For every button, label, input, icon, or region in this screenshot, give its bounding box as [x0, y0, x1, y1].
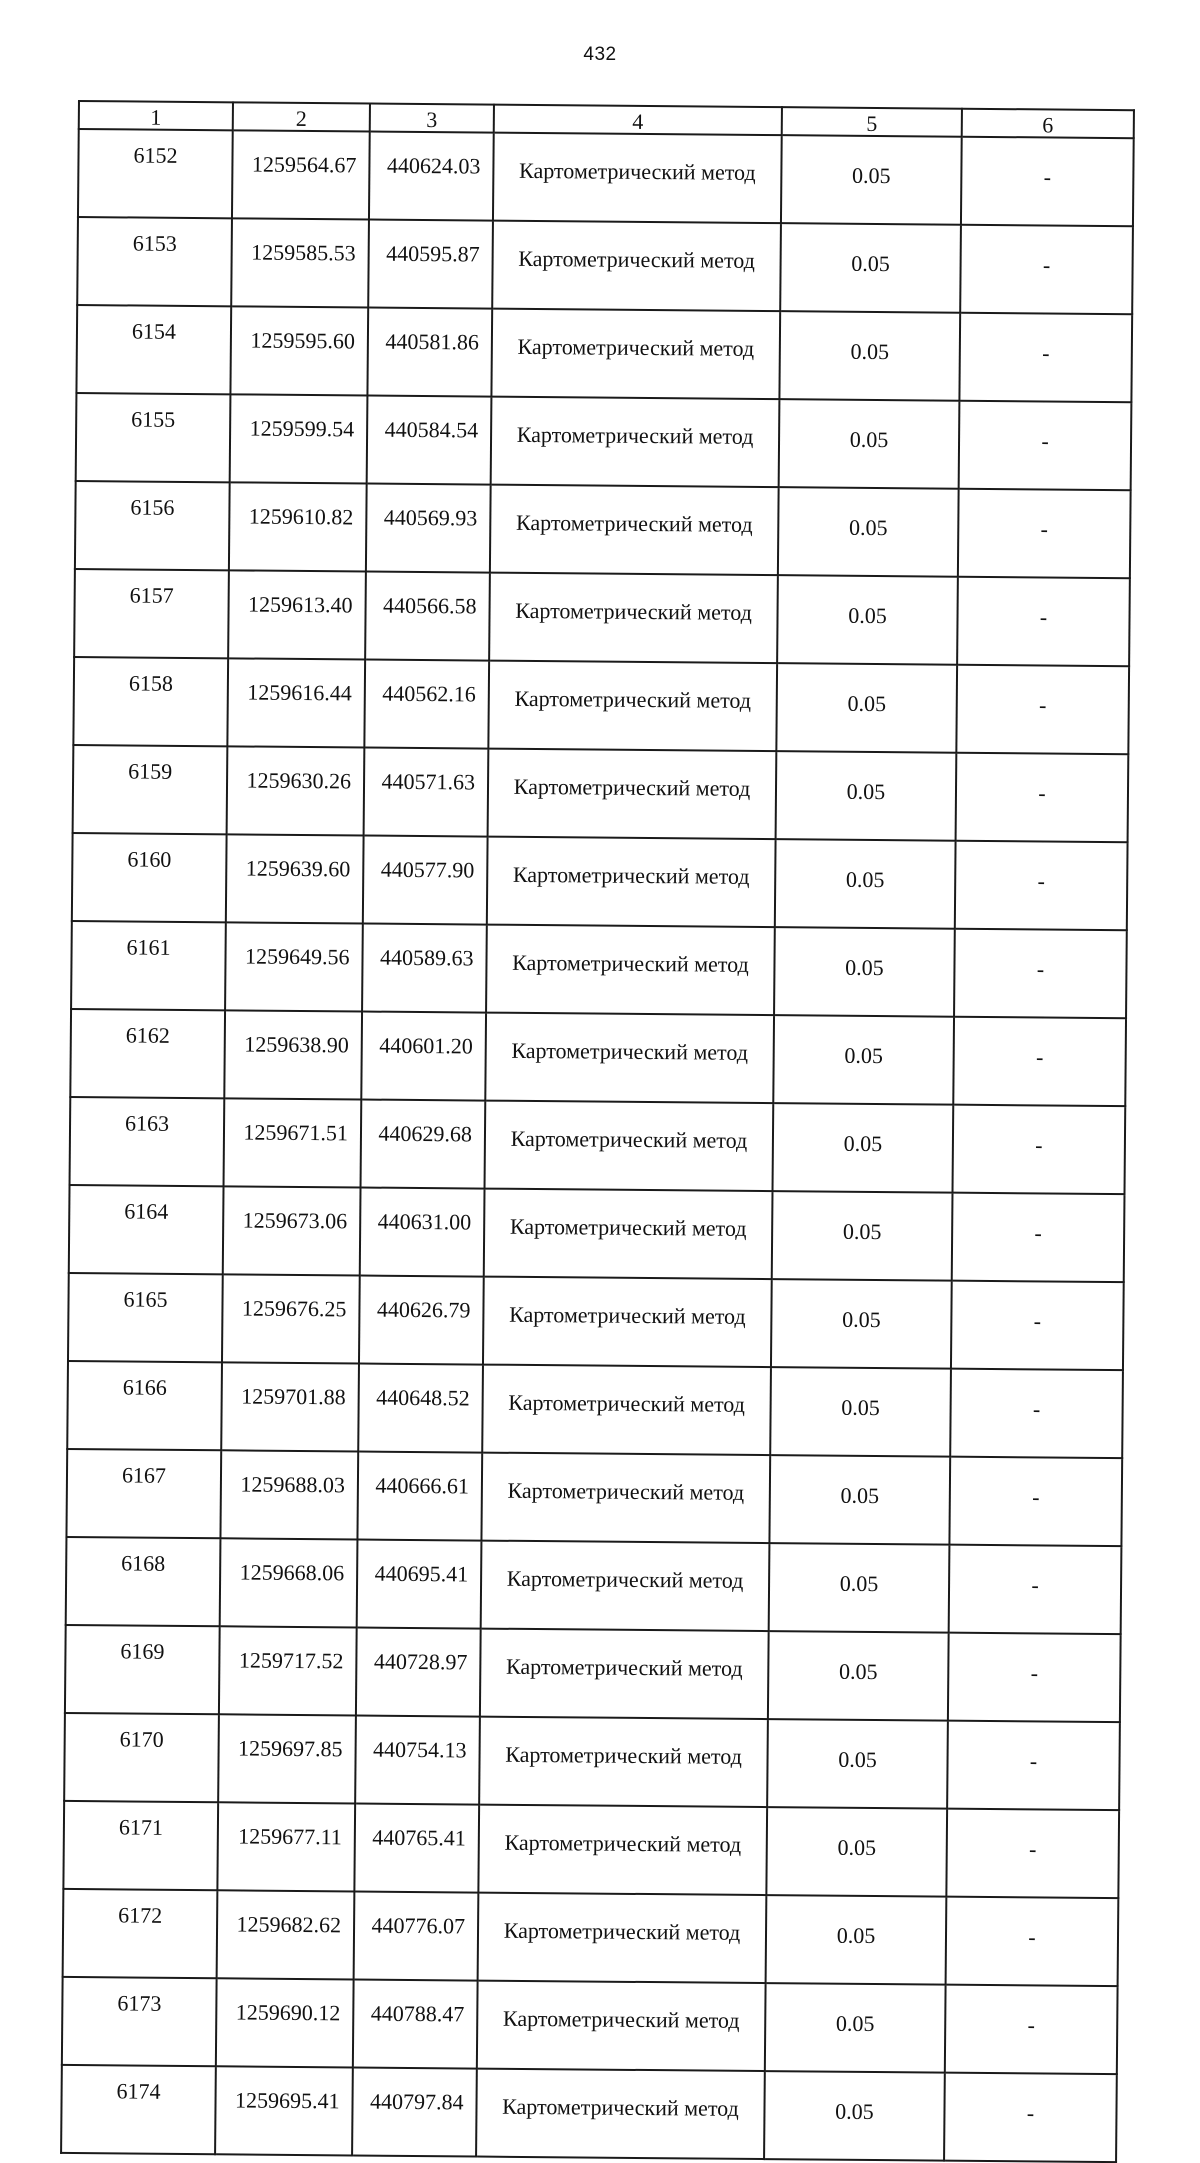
point-number-cell: 6174 — [61, 2065, 216, 2154]
table-row — [70, 1009, 1126, 1106]
x-coordinate-cell: 1259668.06 — [220, 1538, 358, 1627]
note-cell: - — [960, 225, 1133, 314]
y-coordinate-cell: 440626.79 — [359, 1276, 484, 1365]
note-cell: - — [944, 2073, 1117, 2162]
error-cell: 0.05 — [768, 1631, 949, 1721]
y-coordinate-cell: 440666.61 — [357, 1451, 482, 1540]
error-cell: 0.05 — [769, 1455, 950, 1545]
method-cell: Картометрический метод — [485, 1101, 774, 1192]
x-coordinate-cell: 1259610.82 — [229, 482, 367, 571]
point-number-cell: 6158 — [73, 657, 228, 746]
note-cell: - — [956, 665, 1129, 754]
x-coordinate-cell: 1259564.67 — [232, 130, 370, 219]
y-coordinate-cell: 440566.58 — [365, 572, 490, 661]
x-coordinate-cell: 1259649.56 — [225, 922, 363, 1011]
note-cell: - — [953, 1017, 1126, 1106]
x-coordinate-cell: 1259682.62 — [217, 1890, 355, 1979]
point-number-cell: 6161 — [71, 921, 226, 1010]
y-coordinate-cell: 440695.41 — [357, 1539, 482, 1628]
x-coordinate-cell: 1259638.90 — [224, 1010, 362, 1099]
point-number-cell: 6166 — [67, 1361, 222, 1450]
point-number-cell: 6172 — [63, 1889, 218, 1978]
error-cell: 0.05 — [780, 223, 961, 313]
method-cell: Картометрический метод — [491, 309, 780, 400]
point-number-cell: 6157 — [74, 569, 229, 658]
method-cell: Картометрический метод — [476, 2069, 765, 2160]
error-cell: 0.05 — [764, 2071, 945, 2161]
error-cell: 0.05 — [778, 487, 959, 577]
note-cell: - — [946, 1897, 1119, 1986]
note-cell: - — [955, 841, 1128, 930]
method-cell: Картометрический метод — [492, 221, 781, 312]
note-cell: - — [958, 489, 1131, 578]
error-cell: 0.05 — [776, 751, 957, 841]
error-cell: 0.05 — [770, 1367, 951, 1457]
point-number-cell: 6155 — [76, 393, 231, 482]
x-coordinate-cell: 1259671.51 — [224, 1098, 362, 1187]
y-coordinate-cell: 440776.07 — [354, 1891, 479, 1980]
table-row — [66, 1537, 1122, 1634]
column-header-2: 2 — [233, 102, 370, 131]
table-row — [63, 1801, 1119, 1898]
point-number-cell: 6165 — [68, 1273, 223, 1362]
note-cell: - — [954, 929, 1127, 1018]
table-row — [68, 1273, 1124, 1370]
method-cell: Картометрический метод — [478, 1805, 767, 1896]
point-number-cell: 6159 — [73, 745, 228, 834]
error-cell: 0.05 — [776, 663, 957, 753]
y-coordinate-cell: 440577.90 — [363, 836, 488, 925]
y-coordinate-cell: 440797.84 — [352, 2067, 477, 2156]
point-number-cell: 6173 — [62, 1977, 217, 2066]
note-cell: - — [956, 753, 1129, 842]
x-coordinate-cell: 1259688.03 — [220, 1450, 358, 1539]
method-cell: Картометрический метод — [487, 837, 776, 928]
x-coordinate-cell: 1259676.25 — [222, 1274, 360, 1363]
method-cell: Картометрический метод — [484, 1189, 773, 1280]
point-number-cell: 6167 — [66, 1449, 221, 1538]
table-row — [76, 393, 1132, 490]
point-number-cell: 6152 — [78, 129, 233, 218]
column-header-6: 6 — [962, 109, 1134, 138]
y-coordinate-cell: 440728.97 — [356, 1627, 481, 1716]
y-coordinate-cell: 440624.03 — [369, 132, 494, 221]
table-row — [76, 305, 1132, 402]
table-row — [67, 1361, 1123, 1458]
x-coordinate-cell: 1259616.44 — [227, 658, 365, 747]
method-cell: Картометрический метод — [481, 1541, 770, 1632]
column-header-5: 5 — [782, 107, 962, 137]
note-cell: - — [959, 313, 1132, 402]
y-coordinate-cell: 440584.54 — [367, 396, 492, 485]
table-row — [78, 129, 1134, 226]
table-row — [73, 657, 1129, 754]
x-coordinate-cell: 1259717.52 — [219, 1626, 357, 1715]
error-cell: 0.05 — [775, 839, 956, 929]
x-coordinate-cell: 1259695.41 — [215, 2066, 353, 2155]
error-cell: 0.05 — [769, 1543, 950, 1633]
method-cell: Картометрический метод — [490, 485, 779, 576]
point-number-cell: 6168 — [66, 1537, 221, 1626]
error-cell: 0.05 — [767, 1719, 948, 1809]
method-cell: Картометрический метод — [493, 133, 782, 224]
method-cell: Картометрический метод — [488, 661, 777, 752]
method-cell: Картометрический метод — [480, 1629, 769, 1720]
x-coordinate-cell: 1259585.53 — [231, 218, 369, 307]
column-header-1: 1 — [79, 101, 233, 130]
y-coordinate-cell: 440631.00 — [360, 1188, 485, 1277]
point-number-cell: 6164 — [69, 1185, 224, 1274]
table-row — [61, 2065, 1117, 2162]
error-cell: 0.05 — [773, 1103, 954, 1193]
point-number-cell: 6154 — [76, 305, 231, 394]
table-row — [65, 1625, 1121, 1722]
x-coordinate-cell: 1259613.40 — [228, 570, 366, 659]
coordinates-table — [60, 100, 1135, 2163]
error-cell: 0.05 — [779, 311, 960, 401]
error-cell: 0.05 — [774, 927, 955, 1017]
y-coordinate-cell: 440595.87 — [368, 220, 493, 309]
point-number-cell: 6163 — [70, 1097, 225, 1186]
x-coordinate-cell: 1259701.88 — [221, 1362, 359, 1451]
y-coordinate-cell: 440788.47 — [353, 1979, 478, 2068]
y-coordinate-cell: 440581.86 — [367, 308, 492, 397]
x-coordinate-cell: 1259697.85 — [218, 1714, 356, 1803]
table-row — [66, 1449, 1122, 1546]
x-coordinate-cell: 1259639.60 — [226, 834, 364, 923]
table-row — [75, 481, 1131, 578]
column-header-4: 4 — [494, 105, 782, 136]
note-cell: - — [957, 577, 1130, 666]
x-coordinate-cell: 1259599.54 — [230, 394, 368, 483]
table-row — [64, 1713, 1120, 1810]
table-row — [63, 1889, 1119, 1986]
table-row — [74, 569, 1130, 666]
x-coordinate-cell: 1259690.12 — [216, 1978, 354, 2067]
column-header-3: 3 — [370, 104, 494, 133]
point-number-cell: 6160 — [72, 833, 227, 922]
error-cell: 0.05 — [781, 135, 962, 225]
point-number-cell: 6162 — [70, 1009, 225, 1098]
note-cell: - — [949, 1545, 1122, 1634]
method-cell: Картометрический метод — [478, 1893, 767, 1984]
x-coordinate-cell: 1259677.11 — [217, 1802, 355, 1891]
y-coordinate-cell: 440571.63 — [364, 748, 489, 837]
error-cell: 0.05 — [771, 1279, 952, 1369]
note-cell: - — [946, 1809, 1119, 1898]
note-cell: - — [948, 1633, 1121, 1722]
point-number-cell: 6171 — [63, 1801, 218, 1890]
point-number-cell: 6170 — [64, 1713, 219, 1802]
method-cell: Картометрический метод — [491, 397, 780, 488]
note-cell: - — [952, 1105, 1125, 1194]
y-coordinate-cell: 440562.16 — [364, 660, 489, 749]
method-cell: Картометрический метод — [489, 573, 778, 664]
note-cell: - — [961, 137, 1134, 226]
error-cell: 0.05 — [779, 399, 960, 489]
note-cell: - — [950, 1369, 1123, 1458]
y-coordinate-cell: 440765.41 — [354, 1803, 479, 1892]
note-cell: - — [951, 1281, 1124, 1370]
x-coordinate-cell: 1259673.06 — [223, 1186, 361, 1275]
y-coordinate-cell: 440569.93 — [366, 484, 491, 573]
note-cell: - — [947, 1721, 1120, 1810]
method-cell: Картометрический метод — [481, 1453, 770, 1544]
method-cell: Картометрический метод — [488, 749, 777, 840]
table-row — [71, 921, 1127, 1018]
y-coordinate-cell: 440648.52 — [358, 1364, 483, 1453]
table-row — [69, 1185, 1125, 1282]
table-row — [62, 1977, 1118, 2074]
error-cell: 0.05 — [766, 1895, 947, 1985]
note-cell: - — [959, 401, 1132, 490]
table-row — [70, 1097, 1126, 1194]
y-coordinate-cell: 440754.13 — [355, 1715, 480, 1804]
method-cell: Картометрический метод — [482, 1365, 771, 1456]
method-cell: Картометрический метод — [485, 1013, 774, 1104]
table-row — [77, 217, 1133, 314]
page-number: 432 — [583, 44, 617, 65]
method-cell: Картометрический метод — [483, 1277, 772, 1368]
table-row — [72, 833, 1128, 930]
method-cell: Картометрический метод — [479, 1717, 768, 1808]
note-cell: - — [949, 1457, 1122, 1546]
point-number-cell: 6156 — [75, 481, 230, 570]
method-cell: Картометрический метод — [486, 925, 775, 1016]
method-cell: Картометрический метод — [477, 1981, 766, 2072]
table-row — [73, 745, 1129, 842]
y-coordinate-cell: 440629.68 — [361, 1100, 486, 1189]
error-cell: 0.05 — [772, 1191, 953, 1281]
note-cell: - — [952, 1193, 1125, 1282]
y-coordinate-cell: 440601.20 — [361, 1012, 486, 1101]
error-cell: 0.05 — [766, 1807, 947, 1897]
note-cell: - — [945, 1985, 1118, 2074]
error-cell: 0.05 — [765, 1983, 946, 2073]
x-coordinate-cell: 1259595.60 — [230, 306, 368, 395]
y-coordinate-cell: 440589.63 — [362, 924, 487, 1013]
x-coordinate-cell: 1259630.26 — [227, 746, 365, 835]
error-cell: 0.05 — [773, 1015, 954, 1105]
point-number-cell: 6153 — [77, 217, 232, 306]
error-cell: 0.05 — [777, 575, 958, 665]
point-number-cell: 6169 — [65, 1625, 220, 1714]
